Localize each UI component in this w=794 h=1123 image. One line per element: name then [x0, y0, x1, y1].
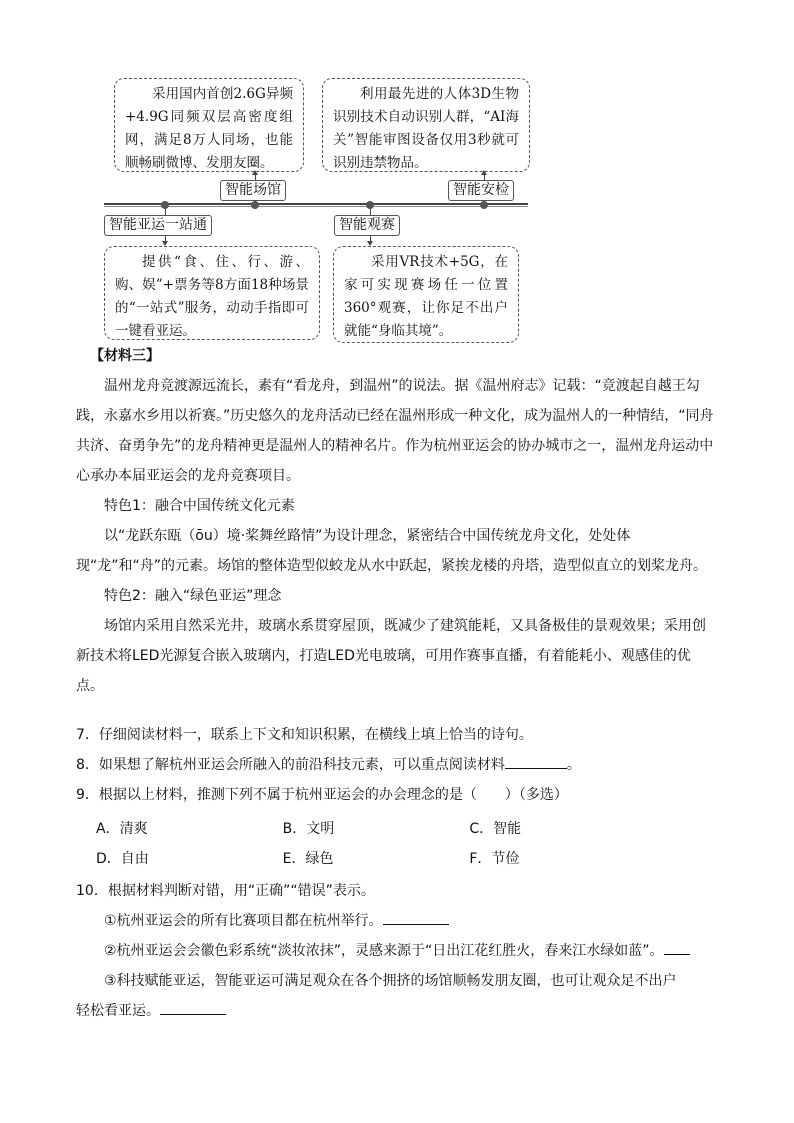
question-9: 9．根据以上材料，推测下列不属于杭州亚运会的办会理念的是（ ）（多选）: [76, 787, 568, 803]
option-b[interactable]: B．文明: [282, 821, 335, 837]
option-e[interactable]: E．绿色: [282, 851, 334, 867]
answer-blank[interactable]: [664, 938, 690, 955]
statement-text: ②杭州亚运会会徽色彩系统“淡妆浓抹”，灵感来源于“日出江花红胜火，春来江水绿如蓝”。: [104, 943, 664, 959]
smart-asian-games-diagram: [0, 0, 794, 350]
paragraph: 以“龙跃东瓯（ōu）境·桨舞丝路情”为设计理念，紧密结合中国传统龙舟文化，处处体现“龙”和“舟”的元素。场馆的整体造型似蛟龙从水中跃起，紧挨龙楼的舟塔，造型似直立的划桨龙舟。: [76, 528, 708, 574]
statement-text: ①杭州亚运会的所有比赛项目都在杭州举行。: [104, 913, 383, 929]
timeline-dot: [251, 201, 259, 209]
option-d[interactable]: D．自由: [96, 851, 149, 867]
connector-line: [370, 207, 371, 215]
label-one-stop: 智能亚运一站通: [104, 215, 212, 236]
connector-line: [165, 207, 166, 215]
option-a[interactable]: A．清爽: [96, 821, 148, 837]
connector-arrow: [252, 170, 258, 175]
options-row: [96, 814, 656, 844]
question-10-item-3-cont: [76, 996, 716, 1026]
question-10-item-1: [76, 906, 716, 936]
answer-blank[interactable]: [383, 908, 449, 925]
option-c[interactable]: C．智能: [469, 821, 522, 837]
question-9-options: [96, 814, 656, 874]
info-box-vr: 采用VR技术+5G，在家可实现赛场任一位置360°观赛，让你足不出户就能“身临其境”。: [333, 246, 519, 343]
info-box-biometric: 利用最先进的人体3D生物识别技术自动识别人群，“AI海关”智能审图设备仅用3秒就可识别违禁物品。: [322, 78, 530, 172]
options-row: [96, 844, 656, 874]
answer-blank[interactable]: [160, 998, 226, 1015]
feature-title: 特色2：融入“绿色亚运”理念: [104, 588, 282, 604]
label-smart-venue: 智能场馆: [220, 180, 286, 201]
paragraph: 温州龙舟竞渡源远流长，素有“看龙舟，到温州”的说法。据《温州府志》记载：“竞渡起自越王勾践，永嘉水乡用以祈赛。”历史悠久的龙舟活动已经在温州形成一种文化，成为温州人的一种情结，“同舟共济、奋勇争先”的龙舟精神更是温州人的精神名片。作为杭州亚运会的协办城市之一，温州龙舟运动中心承办本届亚运会的龙舟竞赛项目。: [76, 378, 714, 484]
statement-text: 轻松看亚运。: [76, 1003, 160, 1019]
feature-title: 特色1：融合中国传统文化元素: [104, 498, 295, 514]
answer-blank[interactable]: [505, 752, 567, 769]
question-7: 7．仔细阅读材料一，联系上下文和知识积累，在横线上填上恰当的诗句。: [76, 727, 533, 743]
timeline-dot: [480, 201, 488, 209]
label-smart-security: 智能安检: [448, 180, 514, 201]
question-10-item-2: [76, 936, 716, 966]
question-8: [76, 750, 716, 780]
material-three-section: [76, 341, 716, 701]
question-10-item-3: ③科技赋能亚运，智能亚运可满足观众在各个拥挤的场馆顺畅发朋友圈，也可让观众足不出户: [104, 973, 677, 989]
connector-arrow: [481, 170, 487, 175]
option-f[interactable]: F．节俭: [469, 851, 520, 867]
label-smart-watching: 智能观赛: [334, 215, 400, 236]
info-box-one-stop: 提供“食、住、行、游、购、娱”+票务等8方面18种场景的“一站式”服务，动动手指即可一键看亚运。: [104, 246, 320, 340]
paragraph: 场馆内采用自然采光井，玻璃水系贯穿屋顶，既减少了建筑能耗，又具备极佳的景观效果；采用创新技术将LED光源复合嵌入玻璃内，打造LED光电玻璃，可用作赛事直播，有着能耗小、观感佳的优点。: [76, 618, 706, 694]
question-10: 10．根据材料判断对错，用“正确”“错误”表示。: [76, 883, 375, 899]
info-box-network: 采用国内首创2.6G异频+4.9G同频双层高密度组网，满足8万人同场，也能顺畅刷微博、发朋友圈。: [114, 78, 304, 172]
question-10-section: [76, 876, 716, 1026]
questions-section: [76, 720, 716, 810]
question-8-end: 。: [566, 757, 581, 773]
question-8-text: 8．如果想了解杭州亚运会所融入的前沿科技元素，可以重点阅读材料: [76, 757, 505, 773]
section-heading: 【材料三】: [90, 348, 160, 364]
